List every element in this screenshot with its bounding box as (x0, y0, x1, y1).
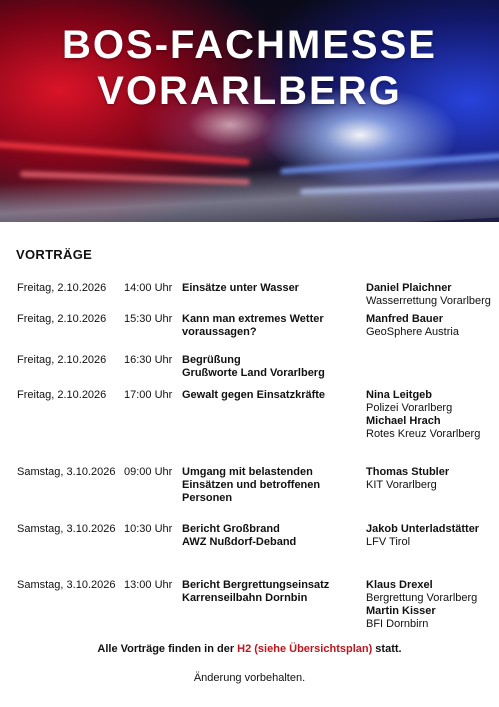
change-notice: Änderung vorbehalten. (193, 672, 306, 684)
speaker-org: Polizei Vorarlberg (366, 402, 453, 414)
talk-speakers (366, 466, 499, 492)
speaker-org: Rotes Kreuz Vorarlberg (366, 428, 481, 440)
talk-time: 09:00 Uhr (124, 466, 173, 478)
location-note (0, 643, 499, 655)
location-highlight: H2 (siehe Übersichtsplan) (237, 643, 373, 655)
speaker-name: Jakob Unterladstätter (366, 523, 480, 535)
talk-title (182, 354, 357, 380)
speaker-name: Daniel Plaichner (366, 282, 452, 294)
talk-date: Samstag, 3.10.2026 (17, 579, 116, 591)
talk-date: Freitag, 2.10.2026 (17, 313, 107, 325)
speaker-name: Martin Kisser (366, 605, 436, 617)
talk-speakers (366, 313, 499, 339)
talk-title-line: Einsätzen und betroffenen (182, 479, 321, 491)
talk-title-line: Karrenseilbahn Dornbin (182, 592, 308, 604)
speaker-name: Michael Hrach (366, 415, 441, 427)
speaker-name: Nina Leitgeb (366, 389, 433, 401)
talk-speakers (366, 523, 499, 549)
talk-speakers (366, 282, 499, 308)
talk-speakers (366, 389, 499, 441)
talk-time: 17:00 Uhr (124, 389, 173, 401)
speaker-org: LFV Tirol (366, 536, 411, 548)
talk-title-line: Gewalt gegen Einsatzkräfte (182, 389, 326, 401)
speaker-org: Bergrettung Vorarlberg (366, 592, 478, 604)
talk-title (182, 282, 357, 295)
speaker-name: Thomas Stubler (366, 466, 450, 478)
speaker-org: Wasserrettung Vorarlberg (366, 295, 491, 307)
hero-title (0, 22, 499, 114)
speaker-name: Klaus Drexel (366, 579, 433, 591)
speaker-org: GeoSphere Austria (366, 326, 459, 338)
talk-title (182, 579, 357, 605)
talk-title (182, 313, 357, 339)
talk-time: 16:30 Uhr (124, 354, 173, 366)
light-streak (0, 141, 250, 165)
talk-title-line: Einsätze unter Wasser (182, 282, 299, 294)
talk-date: Freitag, 2.10.2026 (17, 354, 107, 366)
talk-title-line: Bericht Großbrand (182, 523, 280, 535)
talk-title-line: Umgang mit belastenden (182, 466, 313, 478)
hero-title-line2: VORARLBERG (97, 69, 402, 113)
talk-time: 15:30 Uhr (124, 313, 173, 325)
talk-title-line: Kann man extremes Wetter (182, 313, 324, 325)
talk-title (182, 466, 357, 505)
talk-date: Freitag, 2.10.2026 (17, 282, 107, 294)
talk-title-line: Personen (182, 492, 233, 504)
speaker-org: KIT Vorarlberg (366, 479, 437, 491)
hero-banner (0, 0, 499, 222)
talk-title-line: AWZ Nußdorf-Deband (182, 536, 297, 548)
talk-title-line: Begrüßung (182, 354, 241, 366)
speaker-org: BFI Dornbirn (366, 618, 429, 630)
hero-title-line1: BOS-FACHMESSE (62, 23, 437, 67)
speaker-name: Manfred Bauer (366, 313, 444, 325)
talk-date: Freitag, 2.10.2026 (17, 389, 107, 401)
location-note-text: Alle Vorträge finden in der (97, 643, 238, 655)
location-note-text: statt. (372, 643, 402, 655)
talk-date: Samstag, 3.10.2026 (17, 523, 116, 535)
talk-title (182, 389, 357, 402)
talk-time: 10:30 Uhr (124, 523, 173, 535)
talk-title-line: Grußworte Land Vorarlberg (182, 367, 325, 379)
talk-title (182, 523, 357, 549)
talk-date: Samstag, 3.10.2026 (17, 466, 116, 478)
section-title: VORTRÄGE (16, 247, 93, 262)
talk-title-line: voraussagen? (182, 326, 257, 338)
talk-time: 14:00 Uhr (124, 282, 173, 294)
talk-speakers (366, 579, 499, 631)
talk-title-line: Bericht Bergrettungseinsatz (182, 579, 330, 591)
talk-time: 13:00 Uhr (124, 579, 173, 591)
